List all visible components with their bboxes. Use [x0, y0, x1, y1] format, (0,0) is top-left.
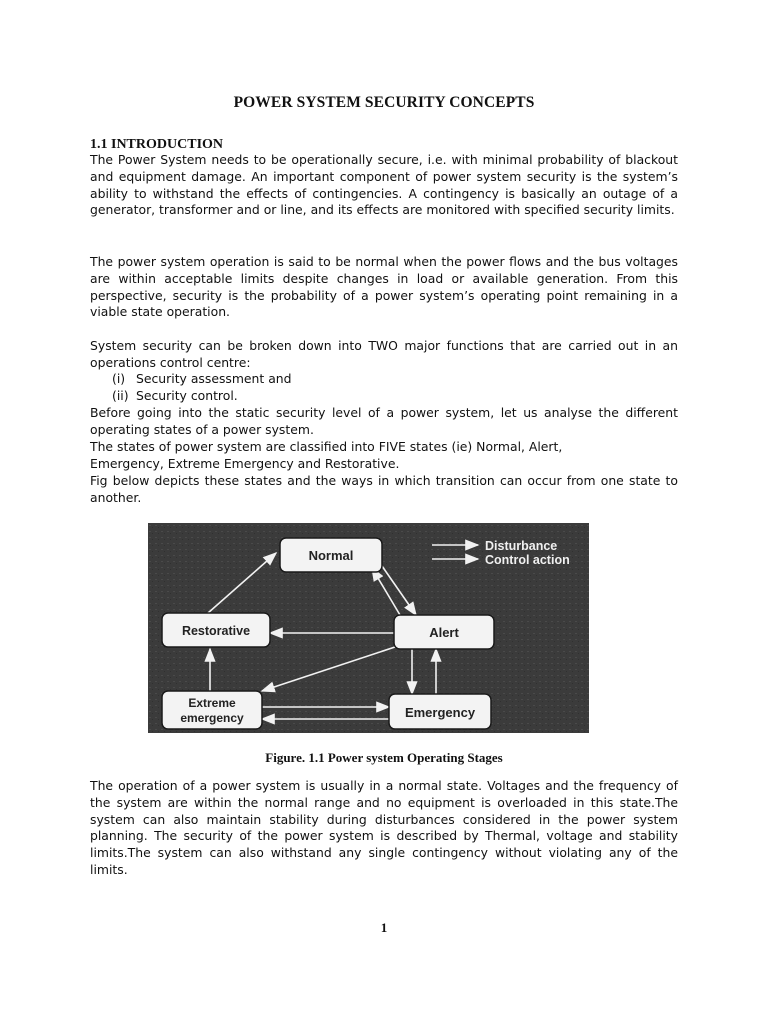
- legend-disturbance-label: Disturbance: [485, 539, 558, 553]
- paragraph-static-security: Before going into the static security level of a power system, let us analyse the different operating states of a power system.: [90, 405, 678, 437]
- state-node-extreme-emergency: [162, 691, 262, 729]
- state-node-normal: [280, 538, 382, 572]
- paragraph-states-line-1: The states of power system are classified into FIVE states (ie) Normal, Alert,: [90, 439, 563, 454]
- legend-control-label: Control action: [485, 553, 570, 567]
- node-label: Restorative: [181, 624, 251, 638]
- page-title: POWER SYSTEM SECURITY CONCEPTS: [233, 94, 535, 111]
- paragraph-intro: The Power System needs to be operationally secure, i.e. with minimal probability of blackout and equipment damage. An important component of power system security is the system’s ability to withstand the effects of contingencies. A contingency is basically an outage of a generator, transformer and or line, and its effects are monitored with specified security limits.: [90, 152, 678, 218]
- node-label: Emergency: [404, 705, 476, 720]
- node-label: Normal: [308, 548, 354, 563]
- figure-caption: Figure. 1.1 Power system Operating Stages: [265, 750, 503, 765]
- list-item-number: (i): [112, 371, 126, 386]
- paragraph-security-functions: System security can be broken down into TWO major functions that are carried out in an operations control centre:: [90, 338, 678, 370]
- list-item-text: Security control.: [136, 388, 238, 403]
- node-label: Alert: [429, 625, 459, 640]
- state-diagram: [148, 523, 589, 733]
- section-heading: 1.1 INTRODUCTION: [90, 137, 224, 152]
- paragraph-normal-operation: The power system operation is said to be normal when the power flows and the bus voltages are within acceptable limits despite changes in load or available generation. From this perspective, security is the probability of a power system’s operating point remaining in a viable state operation.: [90, 254, 678, 320]
- paragraph-normal-state: The operation of a power system is usually in a normal state. Voltages and the frequency of the system are within the normal range and no equipment is overloaded in this state.The system can also maintain stability during disturbances considered in the power system planning. The security of the power system is described by Thermal, voltage and stability limits.The system can also withstand any single contingency without violating any of the limits.: [90, 778, 678, 877]
- list-item: [112, 388, 238, 405]
- page-number: 1: [380, 920, 388, 935]
- paragraph-states-line-2: Emergency, Extreme Emergency and Restorative.: [90, 456, 400, 471]
- node-label: Extreme: [188, 696, 236, 710]
- operating-states-figure: [148, 523, 589, 733]
- list-item-text: Security assessment and: [136, 371, 292, 386]
- list-item: [112, 371, 292, 388]
- state-node-restorative: [162, 613, 270, 647]
- state-node-emergency: [389, 694, 491, 729]
- node-label: emergency: [180, 711, 244, 725]
- list-item-number: (ii): [112, 388, 129, 403]
- paragraph-figure-intro: Fig below depicts these states and the ways in which transition can occur from one state to another.: [90, 473, 678, 505]
- state-node-alert: [394, 615, 494, 649]
